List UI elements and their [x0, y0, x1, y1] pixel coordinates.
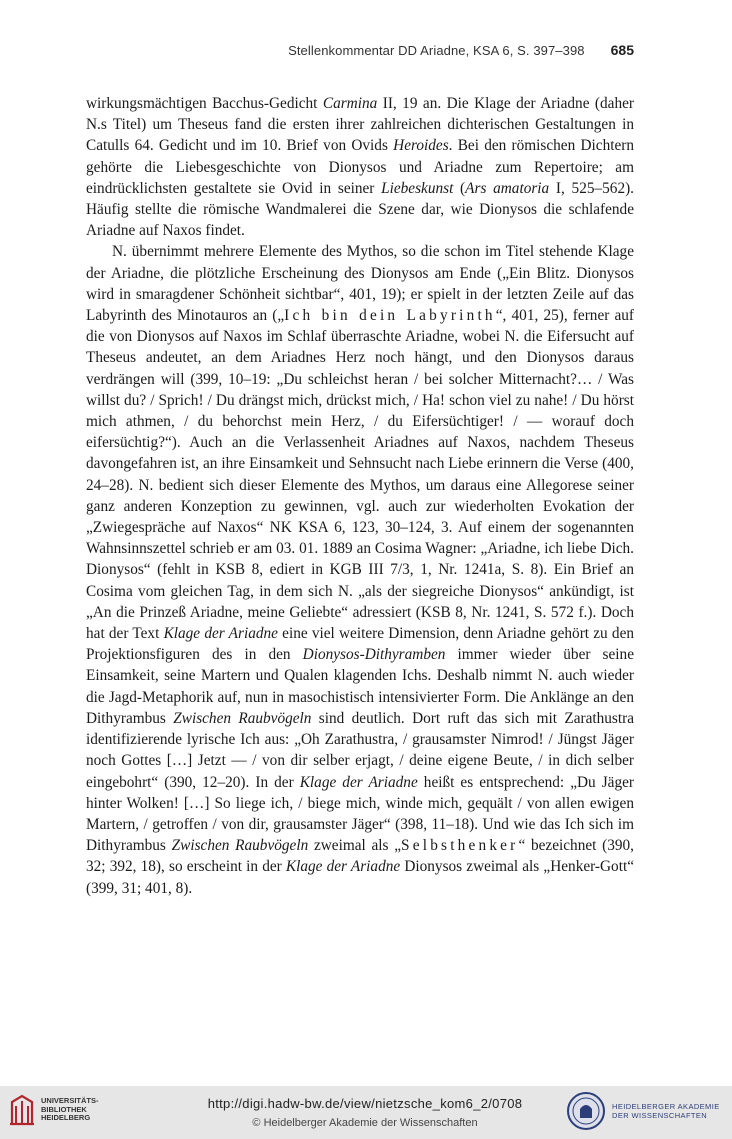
work-title: Liebeskunst — [381, 179, 454, 197]
copyright-notice: © Heidelberger Akademie der Wissenschaften — [252, 1117, 478, 1129]
text-run: eine viel weitere Dimension, denn Ariadne gehört zu den Projektionsfiguren des in den — [86, 625, 635, 664]
work-title: Klage der Ariadne — [299, 773, 418, 791]
university-library-name — [41, 1097, 99, 1123]
text-run: immer wieder über seine Einsamkeit, seine Martern und Qualen klagenden Ichs. Deshalb nimmt N. auch wieder die Jagd-Metaphorik auf, nun in masochistisch intensivierter Form. Die Anklänge an den Dithyrambus — [86, 646, 634, 727]
page-number: 685 — [610, 42, 634, 58]
work-title: Zwischen Raubvögeln — [171, 837, 309, 855]
work-title: Dionysos-Dithyramben — [302, 646, 446, 664]
text-run: I, 525–562). Häufig stellte die römische Wandmalerei die Szene dar, wie Dionysos die schlafende Ariadne auf Naxos findet. — [86, 179, 635, 240]
commentary-text — [86, 93, 634, 899]
text-run: II, 19 an. Die Klage der Ariadne (daher N.s Titel) um Theseus fand die ersten ihrer zahlreichen dichterischen Gestaltungen in Catulls 64. Gedicht und im 10. Brief von Ovids — [86, 95, 635, 155]
work-title: Zwischen Raubvögeln — [173, 709, 312, 727]
text-run: “ bezeichnet (390, 32; 392, 18), so erscheint in der — [86, 837, 634, 876]
running-head-title: Stellenkommentar DD Ariadne, KSA 6, S. 397–398 — [288, 43, 585, 58]
text-run: wirkungsmächtigen Bacchus-Gedicht — [86, 95, 323, 112]
text-run: zweimal als „ — [308, 837, 402, 855]
paragraph-1 — [86, 93, 634, 241]
logo-line: HEIDELBERG — [41, 1113, 91, 1123]
logo-line: HEIDELBERGER AKADEMIE — [612, 1102, 720, 1111]
academy-logo[interactable] — [566, 1091, 720, 1131]
running-header — [86, 42, 634, 64]
work-title: Klage der Ariadne — [163, 625, 278, 643]
university-library-emblem-icon — [8, 1094, 36, 1126]
text-run: ( — [453, 179, 466, 197]
text-run: Dionysos zweimal als „Henker-Gott“ (399, 31; 401, 8). — [86, 858, 634, 897]
spaced-quote: Ich bin dein Labyrinth — [284, 307, 496, 325]
academy-name — [612, 1102, 720, 1120]
logo-line: UNIVERSITÄTS- — [41, 1096, 99, 1106]
work-title: Klage der Ariadne — [285, 858, 401, 876]
text-run: N. übernimmt mehrere Elemente des Mythos, so die schon im Titel stehende Klage der Ariadne, die plötzliche Erscheinung des Dionysos am Ende („Ein Blitz. Dionysos wird in smaragdener Schönheit sichtbar“, 401, 19); er spielt in der letzten Zeile auf das Labyrinth des Minotauros an („ — [86, 243, 634, 325]
text-run: . Bei den römischen Dichtern gehörte die Liebesgeschichte von Dionysos und Ariadne zum Repertoire; am eindrücklichsten gestaltete sie Ovid in seiner — [86, 137, 635, 197]
university-library-logo[interactable] — [8, 1094, 99, 1126]
permalink-url[interactable]: http://digi.hadw-bw.de/view/nietzsche_kom6_2/0708 — [207, 1096, 523, 1111]
paragraph-2 — [86, 241, 634, 898]
academy-seal-icon — [566, 1091, 606, 1131]
logo-line: DER WISSENSCHAFTEN — [612, 1111, 708, 1120]
text-run: sind deutlich. Dort ruft das sich mit Zarathustra identifizierende lyrische Ich aus: „Oh Zarathustra, / grausamster Nimrod! / Jüngst Jäger noch Gottes […] Jetzt — / von dir selber erjagt, / deine eigene Beute, / in dich selber eingebohrt“ (390, 12–20). In der — [86, 709, 634, 791]
footer-bar — [0, 1086, 732, 1139]
spaced-word: Selbsthenker — [401, 837, 519, 855]
logo-line: BIBLIOTHEK — [41, 1104, 87, 1114]
work-title: Carmina — [322, 95, 378, 112]
work-title: Heroides — [393, 137, 449, 155]
footer-citation — [150, 1096, 580, 1129]
work-title: Ars amatoria — [465, 179, 550, 197]
text-run: heißt es entsprechend: „Du Jäger hinter Wolken! […] So liege ich, / biege mich, winde mich, gequält / von allen ewigen Martern, / getroffen / von dir, grausamster Jäger“ (398, 11–18). Und wie das Ich sich im Dithyrambus — [86, 773, 634, 855]
text-run: “, 401, 25), ferner auf die von Dionysos auf Naxos im Schlaf überraschte Ariadne, wobei N. die Eifersucht auf Theseus andeutet, an dem Ariadnes Herz noch hängt, und den Dionysos daraus verdrängen will (399, 10–19: „Du schleichst heran / bei solcher Mitternacht?… / Was willst du? / Sprich! / Du drängst mich, drückst mich, / Ha! schon viel zu nahe! / Du hörst mich athmen, / du behorchst mein Herz, / du Eifersüchtiger! / — worauf doch eifersüchtig?“). Auch an die Verlassenheit Ariadnes auf Naxos, nachdem Theseus davongefahren ist, an ihre Einsamkeit und Sehnsucht nach Liebe erinnern die Verse (400, 24–28). N. bedient sich dieser Elemente des Mythos, um daraus eine Allegorese seiner ganz anderen Konzeption zu gewinnen, vgl. auch zur wiederholten Evokation der „Zwiegespräche auf Naxos“ NK KSA 6, 123, 30–124, 3. Auf einem der sogenannten Wahnsinnszettel schrieb er am 03. 01. 1889 an Cosima Wagner: „Ariadne, ich liebe Dich. Dionysos“ (fehlt in KSB 8, ediert in KGB III 7/3, 1, Nr. 1241a, S. 8). Ein Brief an Cosima vom gleichen Tag, in dem sich N. „als der siegreiche Dionysos“ ankündigt, ist „An die Prinzeß Ariadne, meine Geliebte“ adressiert (KSB 8, Nr. 1241, S. 572 f.). Doch hat der Text — [86, 307, 635, 643]
